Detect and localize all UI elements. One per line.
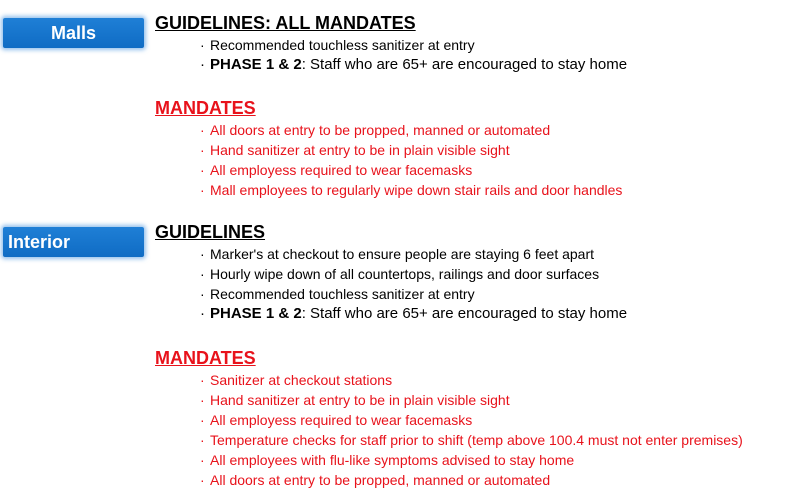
malls-mandates-list xyxy=(200,120,622,200)
section-tag-malls: Malls xyxy=(3,18,144,48)
interior-mandates-heading: MANDATES xyxy=(155,348,256,368)
malls-guidelines-heading: GUIDELINES: ALL MANDATES xyxy=(155,13,416,33)
list-item: · Marker's at checkout to ensure people are staying 6 feet apart xyxy=(200,246,595,262)
list-item: · Sanitizer at checkout stations xyxy=(200,372,393,388)
section-tag-interior: Interior xyxy=(3,227,144,257)
malls-guidelines-list xyxy=(200,35,627,75)
interior-guidelines-heading: GUIDELINES xyxy=(155,222,266,242)
list-item: · Recommended touchless sanitizer at entry xyxy=(200,37,475,53)
list-item: · All doors at entry to be propped, manned or automated xyxy=(200,472,551,488)
list-item: · Hand sanitizer at entry to be in plain visible sight xyxy=(200,392,510,408)
list-item: · Recommended touchless sanitizer at entry xyxy=(200,286,475,302)
list-item-phase: · PHASE 1 & 2: Staff who are 65+ are encouraged to stay home xyxy=(200,305,628,322)
list-item: · All employess required to wear facemasks xyxy=(200,412,473,428)
list-item: · Temperature checks for staff prior to shift (temp above 100.4 must not enter premises) xyxy=(200,432,743,448)
list-item: · All employess required to wear facemasks xyxy=(200,162,473,178)
interior-guidelines-list xyxy=(200,244,627,324)
list-item: · All employees with flu-like symptoms advised to stay home xyxy=(200,452,575,468)
list-item-phase: · PHASE 1 & 2: Staff who are 65+ are encouraged to stay home xyxy=(200,56,628,73)
interior-mandates-list xyxy=(200,370,743,490)
list-item: · Hand sanitizer at entry to be in plain visible sight xyxy=(200,142,510,158)
list-item: · Mall employees to regularly wipe down stair rails and door handles xyxy=(200,182,623,198)
malls-mandates-heading: MANDATES xyxy=(155,98,256,118)
list-item: · All doors at entry to be propped, manned or automated xyxy=(200,122,551,138)
list-item: · Hourly wipe down of all countertops, railings and door surfaces xyxy=(200,266,600,282)
